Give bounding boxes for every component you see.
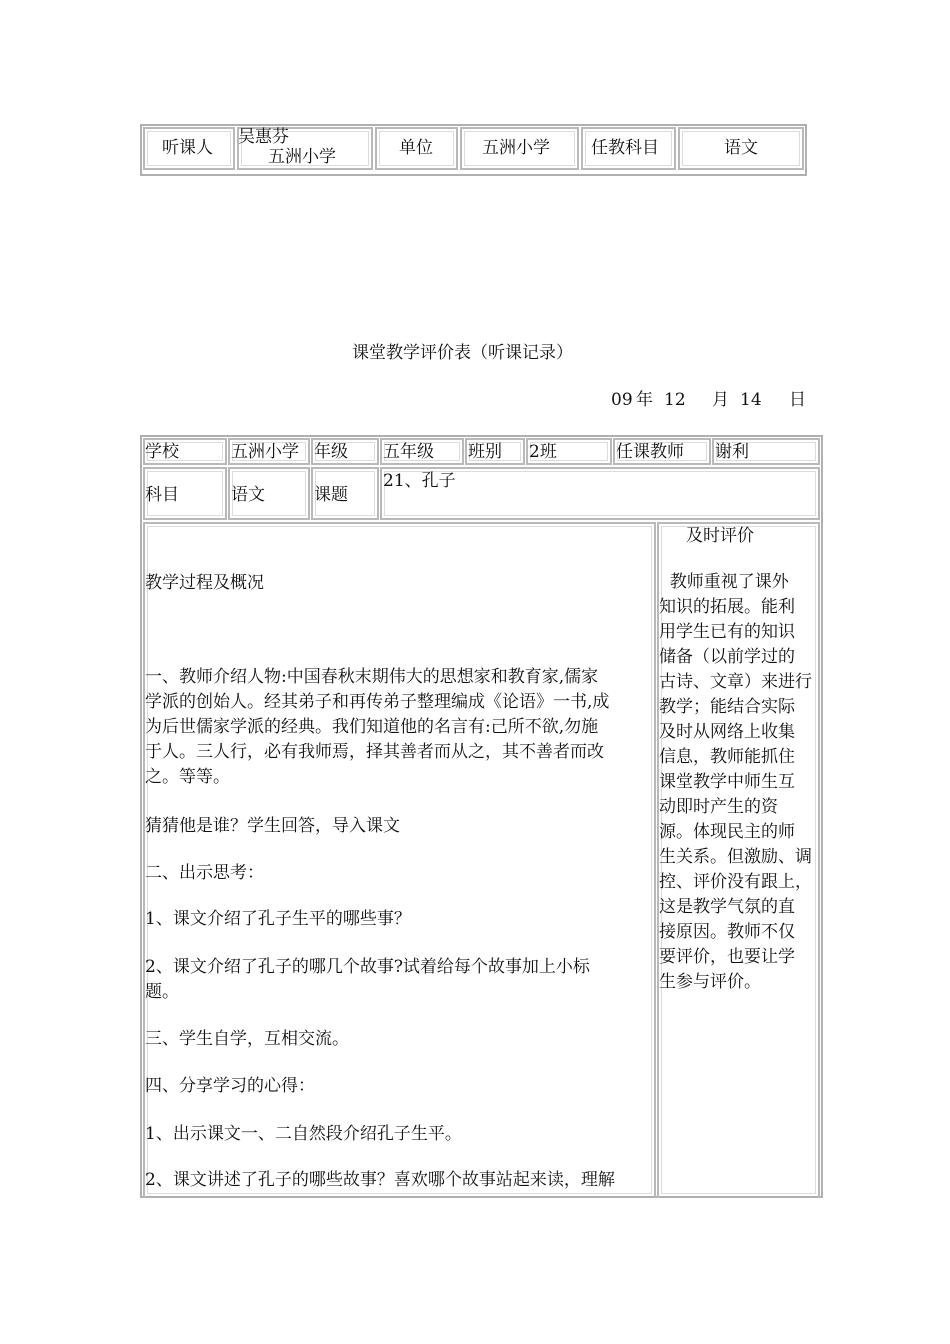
process-paragraph: 1、课文介绍了孔子生平的哪些事？: [145, 909, 411, 929]
class-value: 2班: [529, 442, 557, 462]
process-paragraph: 猜猜他是谁？学生回答，导入课文: [145, 816, 400, 836]
subject-value-2: 语文: [231, 485, 265, 505]
topic-value: 21、孔子: [383, 471, 456, 491]
process-paragraph: 二、出示思考：: [145, 863, 264, 883]
evaluation-heading: 及时评价: [686, 526, 754, 546]
process-paragraph: 四、分享学习的心得：: [145, 1076, 315, 1096]
teacher-value: 谢利: [715, 442, 749, 462]
subject-label-2: 科目: [145, 485, 179, 505]
process-heading: 教学过程及概况: [145, 573, 264, 593]
school-value: 五洲小学: [231, 442, 299, 462]
date-day: 14: [740, 390, 762, 410]
process-paragraph: 2、课文讲述了孔子的哪些故事？喜欢哪个故事站起来读，理解: [145, 1170, 615, 1190]
process-paragraph: 2、课文介绍了孔子的哪几个故事?试着给每个故事加上小标 题。: [145, 957, 590, 1002]
date-year: 09: [611, 390, 633, 410]
date-year-label: 年: [636, 390, 653, 410]
page-title: 课堂教学评价表（听课记录）: [352, 343, 573, 363]
unit-label: 单位: [399, 138, 433, 158]
unit-value: 五洲小学: [482, 138, 550, 158]
school-label: 学校: [145, 442, 179, 462]
date-month-label: 月: [712, 390, 729, 410]
grade-value: 五年级: [383, 442, 434, 462]
grade-label: 年级: [314, 442, 348, 462]
listener-school: 五洲小学: [268, 147, 336, 167]
listener-label: 听课人: [162, 138, 213, 158]
process-paragraph: 1、出示课文一、二自然段介绍孔子生平。: [145, 1124, 462, 1144]
teacher-label: 任课教师: [616, 442, 684, 462]
evaluation-text: 教师重视了课外 知识的拓展。能利 用学生已有的知识 储备（以前学过的 古诗、文章）来进行 教学；能结合实际 及时从网络上收集 信息，教师能抓住 课堂教学中师生互 动即时产生的资 源。体现民主的师 生关系。但激励、调 控、评价没有跟上， 这是教学气氛的直 接原因。教师不仅 要评价，也要让学 生参与评价。: [659, 572, 812, 992]
topic-label: 课题: [314, 485, 348, 505]
subject-label: 任教科目: [591, 138, 659, 158]
listener-name: 吴惠芬: [238, 127, 289, 147]
subject-value: 语文: [724, 138, 758, 158]
process-paragraph: 一、教师介绍人物:中国春秋末期伟大的思想家和教育家,儒家 学派的创始人。经其弟子和再传弟子整理编成《论语》一书,成 为后世儒家学派的经典。我们知道他的名言有:己所不欲,勿施 于人。三人行，必有我师焉，择其善者而从之，其不善者而改 之。等等。: [145, 667, 610, 787]
process-paragraph: 三、学生自学，互相交流。: [145, 1029, 349, 1049]
class-label: 班别: [468, 442, 502, 462]
date-day-label: 日: [789, 390, 806, 410]
date-month: 12: [664, 390, 686, 410]
